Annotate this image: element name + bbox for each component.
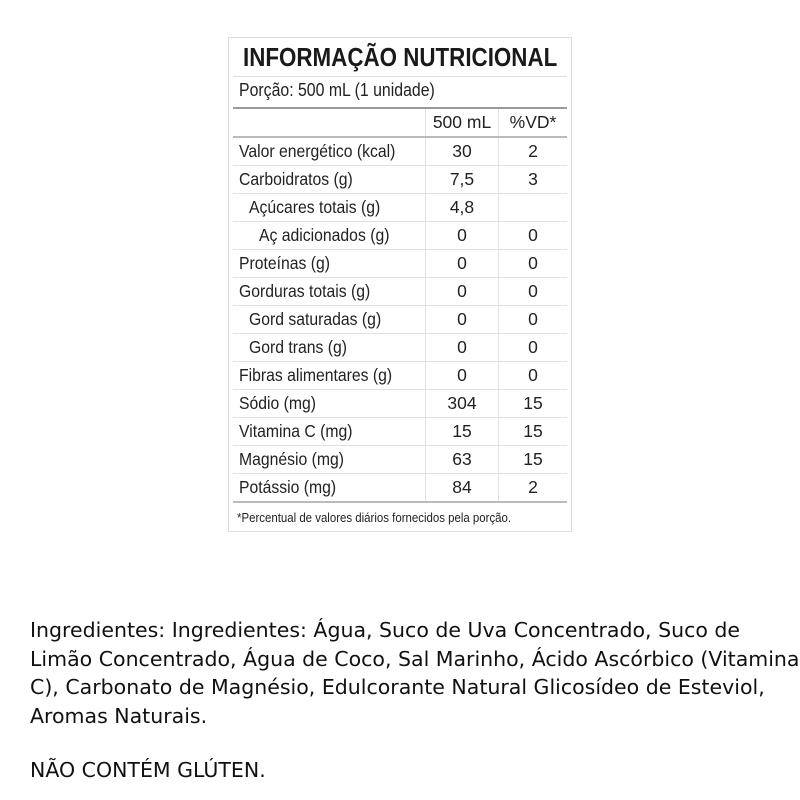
- nutrient-amount: 0: [426, 362, 499, 390]
- nutrient-vd: 15: [499, 390, 568, 418]
- nutrition-table: [233, 109, 567, 503]
- nutrient-amount: 30: [426, 137, 499, 166]
- nutrient-vd: 15: [499, 446, 568, 474]
- divider: [233, 76, 567, 77]
- table-header-row: [233, 109, 567, 137]
- nutrient-name: Vitamina C (mg): [233, 418, 426, 446]
- table-row: [233, 418, 567, 446]
- nutrient-name: Gorduras totais (g): [233, 278, 426, 306]
- header-amount: 500 mL: [426, 109, 499, 137]
- table-row: [233, 250, 567, 278]
- nutrient-vd: [499, 194, 568, 222]
- ingredients-text: Ingredientes: Ingredientes: Água, Suco de Uva Concentrado, Suco de Limão Concentrado, Água de Coco, Sal Marinho, Ácido Ascórbico (Vitamina C), Carbonato de Magnésio, Edulcorante Natural Glicosídeo de Esteviol, Aromas Naturais.: [30, 618, 800, 728]
- nutrient-name: Gord saturadas (g): [233, 306, 426, 334]
- nutrient-vd: 2: [499, 474, 568, 503]
- nutrient-vd: 0: [499, 222, 568, 250]
- nutrient-name: Fibras alimentares (g): [233, 362, 426, 390]
- nutrient-name: Gord trans (g): [233, 334, 426, 362]
- nutrient-vd: 3: [499, 166, 568, 194]
- nutrient-vd: 0: [499, 250, 568, 278]
- table-row: [233, 137, 567, 166]
- label-title: INFORMAÇÃO NUTRICIONAL: [243, 42, 558, 72]
- table-row: [233, 334, 567, 362]
- table-row: [233, 194, 567, 222]
- table-row: [233, 390, 567, 418]
- nutrient-amount: 84: [426, 474, 499, 503]
- nutrition-facts-label: [228, 37, 572, 532]
- nutrient-name: Sódio (mg): [233, 390, 426, 418]
- nutrient-name: Magnésio (mg): [233, 446, 426, 474]
- footnote: *Percentual de valores diários fornecidos pela porção.: [237, 510, 512, 525]
- table-row: [233, 306, 567, 334]
- nutrient-name: Açúcares totais (g): [233, 194, 426, 222]
- nutrient-amount: 7,5: [426, 166, 499, 194]
- nutrient-amount: 0: [426, 222, 499, 250]
- nutrient-amount: 0: [426, 278, 499, 306]
- nutrient-vd: 2: [499, 137, 568, 166]
- nutrient-amount: 15: [426, 418, 499, 446]
- nutrient-name: Proteínas (g): [233, 250, 426, 278]
- nutrient-name: Carboidratos (g): [233, 166, 426, 194]
- nutrient-name: Valor energético (kcal): [233, 137, 426, 166]
- nutrient-vd: 0: [499, 306, 568, 334]
- nutrient-vd: 0: [499, 362, 568, 390]
- gluten-notice: NÃO CONTÉM GLÚTEN.: [30, 758, 266, 782]
- nutrient-amount: 0: [426, 334, 499, 362]
- portion-size: Porção: 500 mL (1 unidade): [239, 80, 435, 100]
- nutrient-vd: 15: [499, 418, 568, 446]
- table-row: [233, 446, 567, 474]
- header-nutrient: [233, 109, 426, 137]
- table-row: [233, 474, 567, 503]
- nutrient-amount: 63: [426, 446, 499, 474]
- nutrient-name: Potássio (mg): [233, 474, 426, 503]
- nutrient-amount: 0: [426, 306, 499, 334]
- table-row: [233, 278, 567, 306]
- nutrient-amount: 0: [426, 250, 499, 278]
- nutrient-amount: 304: [426, 390, 499, 418]
- nutrient-amount: 4,8: [426, 194, 499, 222]
- nutrient-vd: 0: [499, 278, 568, 306]
- nutrient-vd: 0: [499, 334, 568, 362]
- table-row: [233, 166, 567, 194]
- header-vd: %VD*: [499, 109, 568, 137]
- table-row: [233, 222, 567, 250]
- nutrient-name: Aç adicionados (g): [233, 222, 426, 250]
- table-row: [233, 362, 567, 390]
